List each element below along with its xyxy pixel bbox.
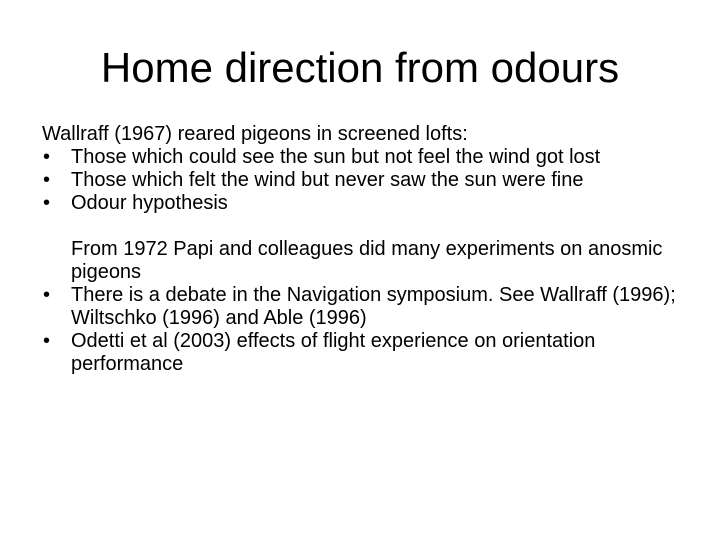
bullet-item — [42, 192, 682, 215]
bullet-text: Those which felt the wind but never saw the sun were fine — [71, 169, 584, 191]
bullet-text: Those which could see the sun but not feel the wind got lost — [71, 146, 601, 168]
bullet-marker: • — [43, 330, 51, 352]
bullet-item — [42, 284, 682, 330]
bullet-list-b — [42, 284, 682, 376]
spacer — [42, 215, 682, 238]
bullet-text: Odetti et al (2003) effects of flight experience on orientation performance — [71, 330, 596, 375]
bullet-list-a — [42, 146, 682, 215]
slide-title: Home direction from odours — [100, 44, 620, 91]
paragraph-text: From 1972 Papi and colleagues did many experiments on anosmic pigeons — [71, 238, 663, 283]
bullet-text: Odour hypothesis — [71, 192, 228, 214]
bullet-item — [42, 146, 682, 169]
bullet-text: There is a debate in the Navigation symposium. See Wallraff (1996); Wiltschko (1996) and Able (1996) — [71, 284, 676, 329]
bullet-marker: • — [43, 284, 51, 306]
bullet-marker: • — [43, 192, 51, 214]
slide-body — [42, 123, 682, 376]
bullet-marker: • — [43, 146, 51, 168]
intro-text: Wallraff (1967) reared pigeons in screened lofts: — [42, 123, 468, 145]
bullet-marker: • — [43, 169, 51, 191]
bullet-item — [42, 169, 682, 192]
bullet-item — [42, 330, 682, 376]
